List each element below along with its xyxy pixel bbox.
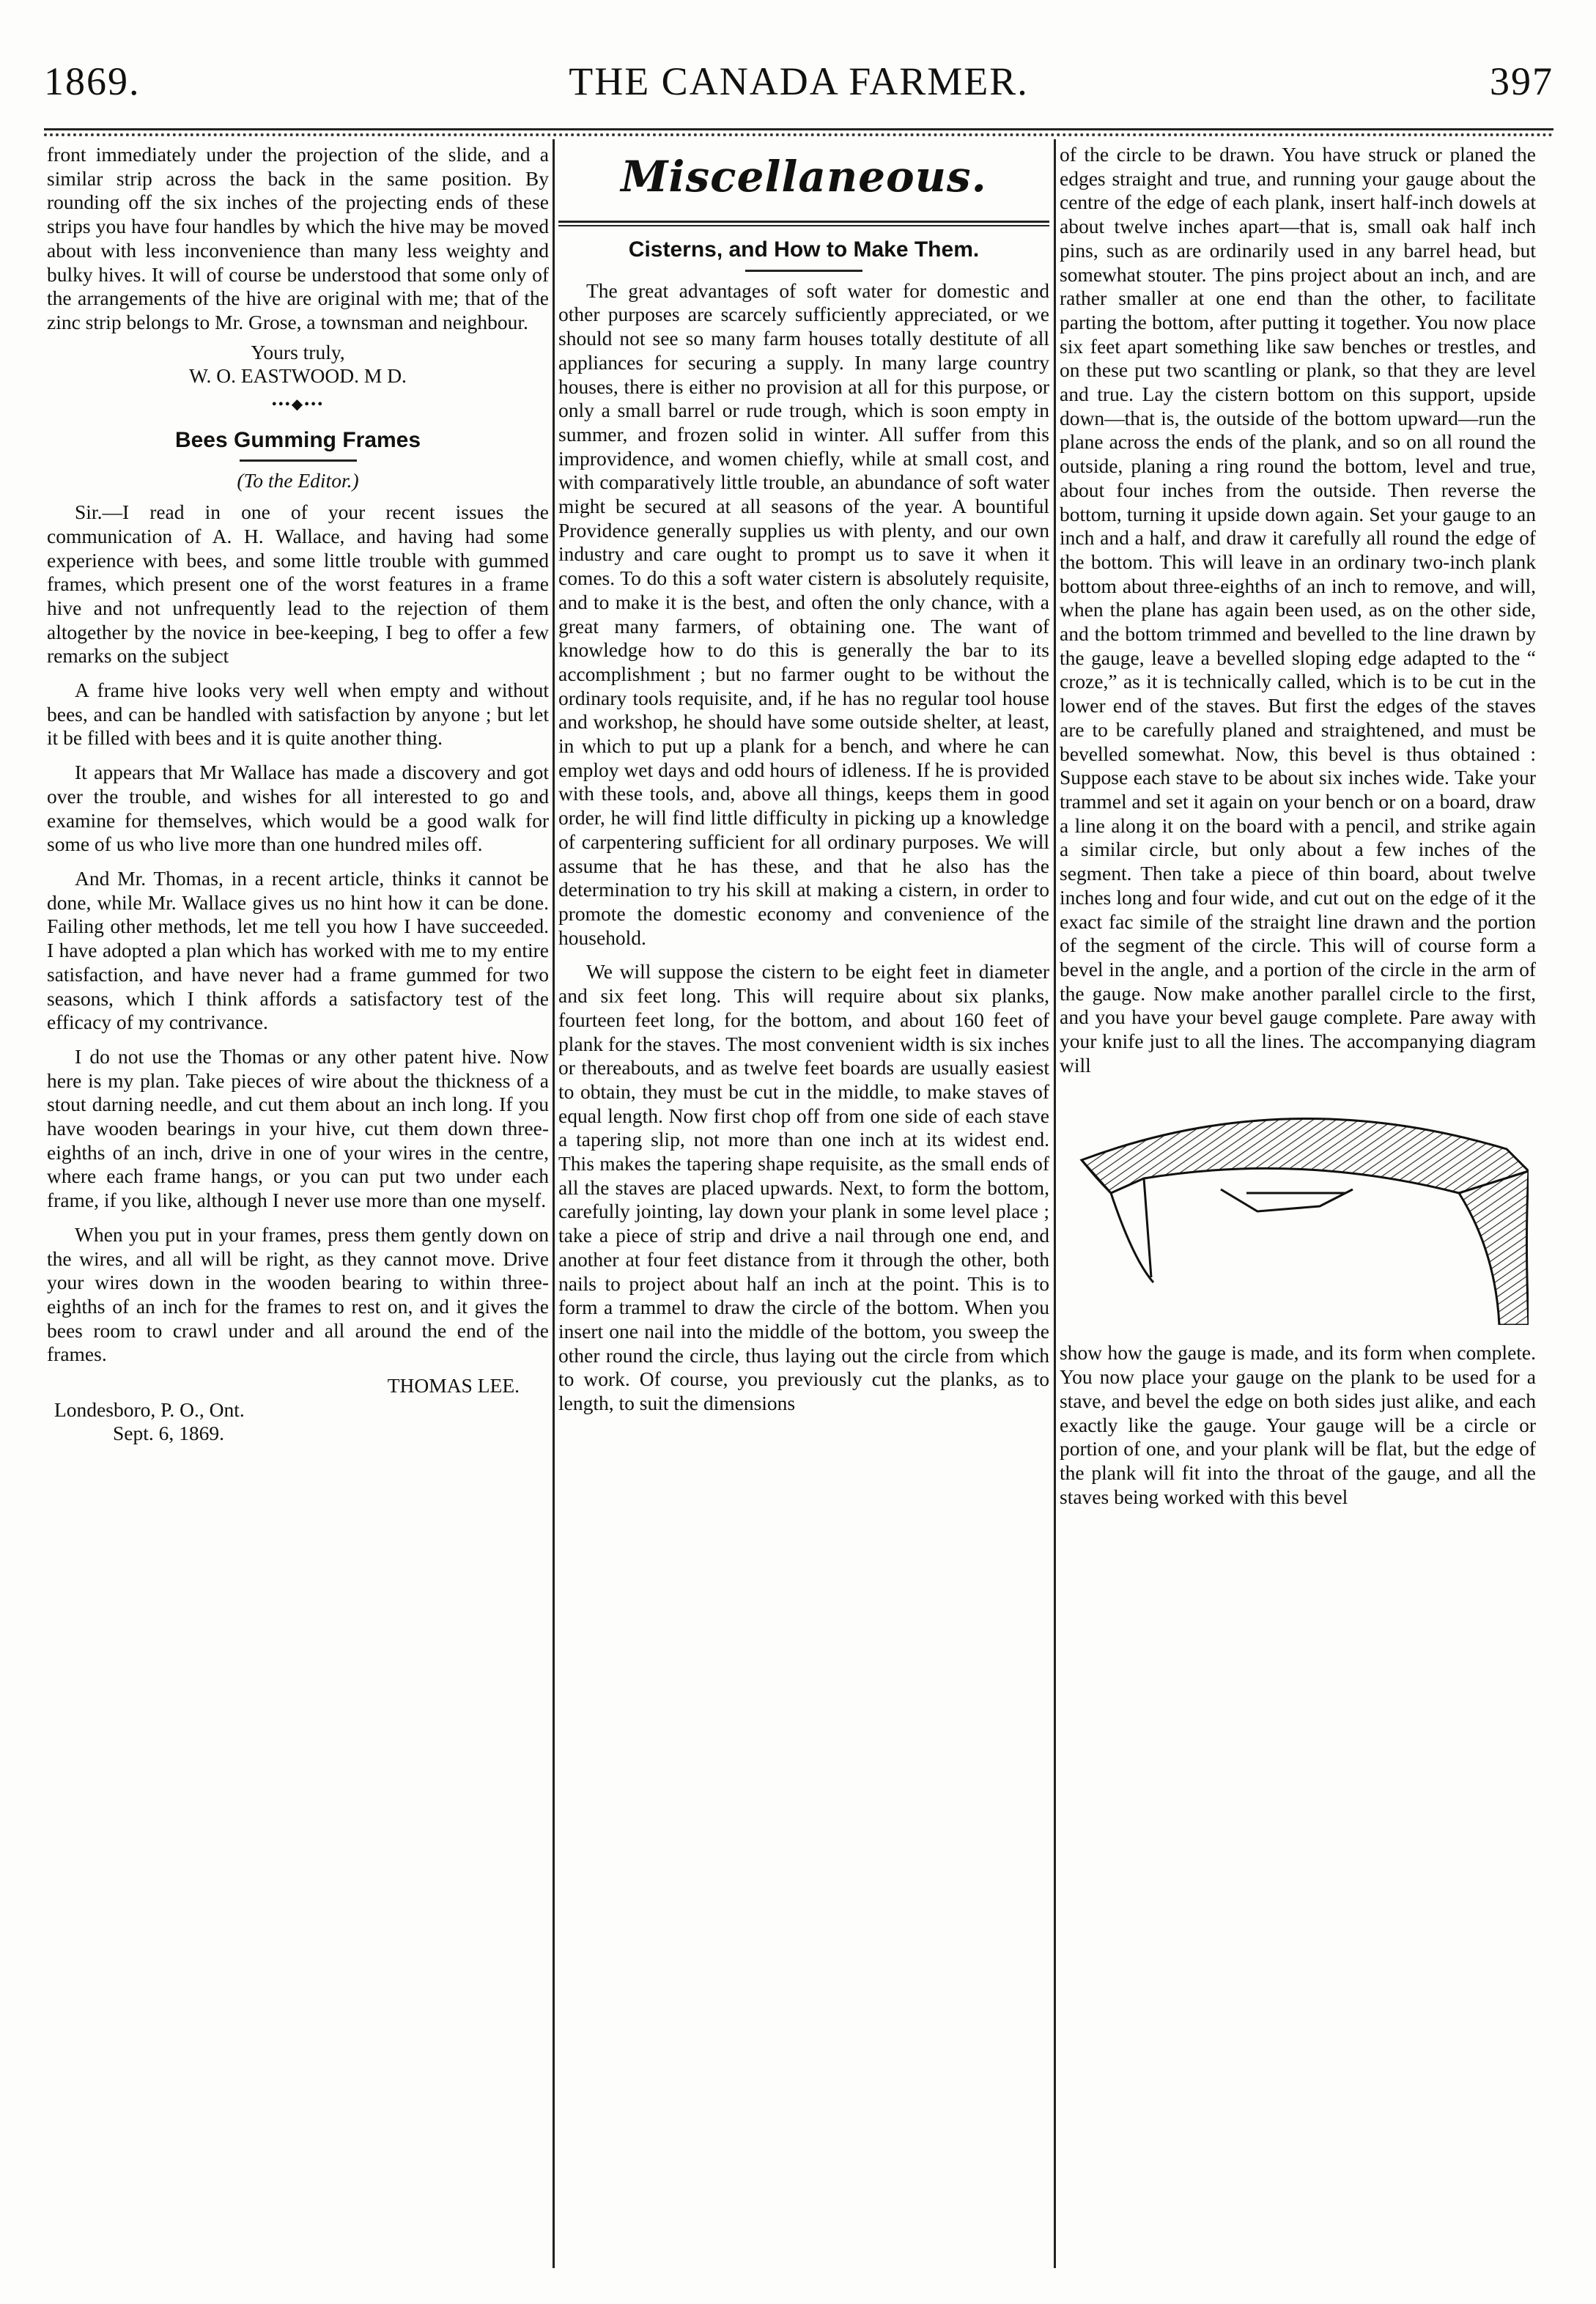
column-left — [47, 143, 549, 1446]
paragraph: front immediately under the projection of the slide, and a similar strip across the back in the same position. By rounding off the six inches of the projecting ends of these strips you have four handles by which the hive may be moved about with less inconvenience than many less weighty and bulky hives. It will of course be understood that some only of the arrangements of the hive are original with me; that of the zinc strip belongs to Mr. Grose, a townsman and neighbour. — [47, 143, 549, 333]
section-ornament: •••◆••• — [271, 396, 325, 413]
paragraph: And Mr. Thomas, in a recent article, thinks it cannot be done, while Mr. Wallace gives us no hint how it can be done. Failing other methods, let me tell you how I have succeeded. I have adopted a plan which has worked with me to my entire satisfaction, and have never had a frame gummed for two seasons, which I think affords a satisfactory test of the efficacy of my contrivance. — [47, 866, 549, 1034]
author-signature: THOMAS LEE. — [387, 1374, 520, 1397]
paragraph: I do not use the Thomas or any other patent hive. Now here is my plan. Take pieces of wire about the thickness of a stout darning needle, and cut them about an inch long. If you have wooden bearings in your hive, cut them down three-eighths of an inch, drive in one of your wires in the centre, where each frame hangs, or you can put two under each frame, if you like, although I never use more than one myself. — [47, 1044, 549, 1212]
paragraph: The great advantages of soft water for domestic and other purposes are scarcely sufficiently appreciated, or we should not see so many farm houses totally destitute of all appliances for securing a supply. In many large country houses, there is either no provision at all for this purpose, or only a small barrel or rude trough, which is soon empty in summer, and frozen solid in winter. All suffer from this improvidence, and women chiefly, while at small cost, and with comparatively little trouble, an abundance of soft water might be secured at all seasons of the year. A bountiful Providence generally supplies us with plenty, and our own industry and care ought to prompt us to save it when it comes. To do this a soft water cistern is absolutely requisite, and to make it is the best, and often the only chance, with a great many farmers, of obtaining one. The want of knowledge how to do this is generally the bar to its accomplishment ; but no farmer ought to be without the ordinary tools requisite, and, if he has no regular tool house and workshop, he should have some outside shelter, at least, in which to put up a plank for a bench, and where he can employ wet days and odd hours of idleness. If he is provided with these tools, and, above all things, keeps them in good order, he will find little difficulty in picking up a knowledge of carpentering sufficient for all ordinary purposes. We will assume that he has these, and that he also has the determination to try his skill at making a cistern, in order to promote the domestic economy and convenience of the household. — [558, 278, 1049, 949]
column-divider-2 — [1054, 139, 1056, 2268]
editor-address: (To the Editor.) — [237, 469, 359, 492]
paragraph: A frame hive looks very well when empty and without bees, and can be handled with satisfaction by anyone ; but let it be filled with bees and it is quite another thing. — [47, 679, 549, 750]
letter-date: Sept. 6, 1869. — [113, 1422, 225, 1445]
column-middle — [558, 143, 1049, 1426]
paragraph: show how the gauge is made, and its form when complete. You now place your gauge on the plank to be used for a stave, and bevel the edge on both sides just alike, and each exactly like the gauge. Your gauge will be a circle or portion of one, and your plank will be flat, but the edge of the plank will fit into the throat of the gauge, and all the staves being worked with this bevel — [1060, 1341, 1536, 1508]
issue-year: 1869. — [44, 59, 141, 103]
masthead-rule — [44, 128, 1553, 130]
section-title: Miscellaneous. — [621, 152, 987, 202]
paragraph: Sir.—I read in one of your recent issues the communication of A. H. Wallace, and having had some experience with bees, and some little trouble with gummed frames, which present one of the worst features in a frame hive and not unfrequently lead to the rejection of them altogether by the novice in bee-keeping, I beg to offer a few remarks on the subject — [47, 501, 549, 668]
author-signature: W. O. EASTWOOD. M D. — [189, 364, 407, 388]
column-divider-1 — [553, 139, 555, 2268]
paragraph: We will suppose the cistern to be eight feet in diameter and six feet long. This will require about six planks, fourteen feet long, for the bottom, and about 160 feet of plank for the staves. The most convenient width is six inches or thereabouts, and as twelve feet boards are usually easiest to obtain, they must be cut in the middle, to make staves of equal length. Now first chop off from one side of each stave a tapering slip, not more than one inch at its widest end. This makes the tapering shape requisite, as the small ends of all the staves are placed upwards. Next, to form the bottom, carefully jointing, lay down your plank in some level place ; take a piece of strip and drive a nail through one end, and another at four feet distance from it through the other, both nails to project about half an inch at the point. This is to form a trammel to draw the circle of the bottom. When you insert one nail into the middle of the bottom, you sweep the other round the circle, thus laying out the circle from which to work. Of course, you previously cut the planks, as to length, to suit the dimensions — [558, 960, 1049, 1415]
paragraph: It appears that Mr Wallace has made a discovery and got over the trouble, and wishes for all interested to go and examine for themselves, which would be a good walk for some of us who live more than one hundred miles off. — [47, 761, 549, 856]
bevel-gauge-diagram — [1067, 1090, 1529, 1325]
heading-rule — [745, 270, 862, 272]
author-location: Londesboro, P. O., Ont. — [54, 1397, 245, 1421]
page-number: 397 — [1490, 59, 1553, 103]
paragraph: of the circle to be drawn. You have struck or planed the edges straight and true, and running your gauge about the centre of the edge of each plank, insert half-inch dowels at about twelve inches apart—that is, small oak half inch pins, such as are ordinarily used in any barrel head, but somewhat stouter. The pins project about an inch, and are rather smaller at one end than the other, to facilitate parting the bottom, after putting it together. You now place six feet apart something like saw benches or trestles, and on these put two scantling or plank, so that they are level and true. Lay the cistern bottom on this support, upside down—that is, the outside of the bottom upward—run the plane across the ends of the plank, and so on all round the outside, planing a ring round the bottom, level and true, about four inches from the outside. Then reverse the bottom, turning it upside down again. Set your gauge to an inch and a half, and draw it carefully all round the edge of the bottom. This will leave in an ordinary two-inch plank bottom about three-eighths of an inch to remove, and will, when the plane has again been used, as on the other side, and the bottom trimmed and bevelled to the line drawn by the gauge, leave a bevelled sloping edge adapted to the “ croze,” as it is technically called, which is to be cut in the lower end of the staves. But first the edges of the staves are to be carefully planed and straightened, and must be bevelled somewhat. Now, this bevel is thus obtained : Suppose each stave to be about six inches wide. Take your trammel and set it again on your bench or on a board, draw a line along it on the board with a pencil, and strike again a similar circle, but only about a few inches of the segment. Then take a piece of thin board, about twelve inches long and four wide, and cut out on the edge of it the exact fac simile of the straight line drawn and the portion of the segment of the circle. This will of course form a bevel in the angle, and a portion of the circle in the arm of the gauge. Now make another parallel circle to the first, and you have your bevel gauge complete. Pare away with your knife just to all the lines. The accompanying diagram will — [1060, 143, 1536, 1077]
paragraph: When you put in your frames, press them gently down on the wires, and all will be right, as they cannot move. Drive your wires down in the wooden bearing to within three-eighths of an inch for the frames to rest on, and it gives the bees room to crawl under and all around the end of the frames. — [47, 1222, 549, 1366]
masthead — [44, 59, 1553, 125]
column-right — [1060, 143, 1536, 1519]
section-rule — [558, 221, 1049, 226]
masthead-dotted-rule — [44, 133, 1553, 136]
article-heading: Bees Gumming Frames — [174, 427, 421, 452]
heading-rule — [240, 459, 357, 462]
newspaper-title: THE CANADA FARMER. — [569, 59, 1029, 103]
article-heading: Cisterns, and How to Make Them. — [628, 237, 980, 262]
letter-closing: Yours truly, — [251, 340, 345, 363]
